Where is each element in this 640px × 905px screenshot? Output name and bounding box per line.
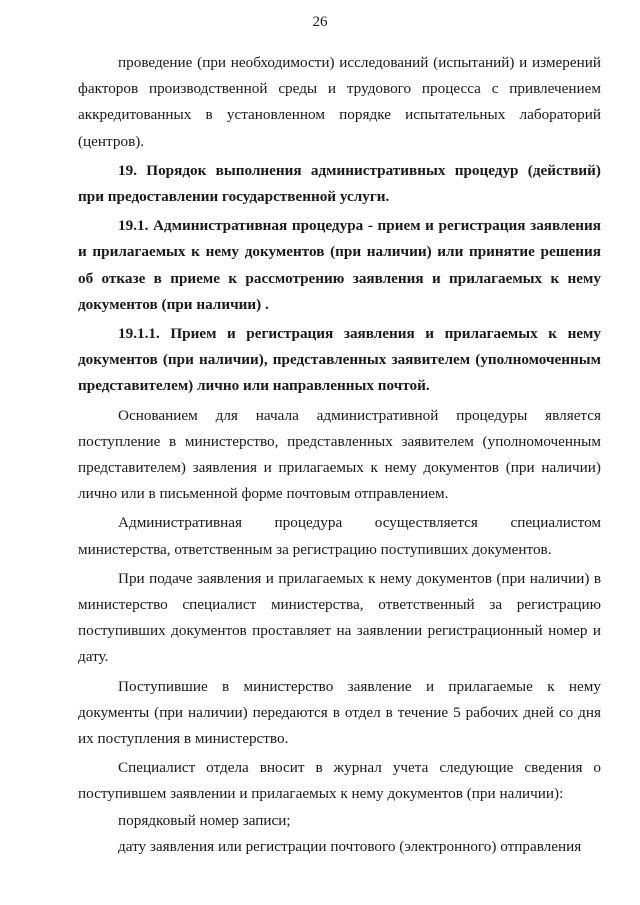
page-number: 26	[312, 14, 328, 30]
paragraph-procedure: Административная процедура осуществляется специалистом министерства, ответственным за регистрацию поступивших документов.	[78, 514, 601, 558]
document-body	[78, 50, 601, 860]
heading-section-19-1-1: 19.1.1. Прием и регистрация заявления и прилагаемых к нему документов (при наличии), представленных заявителем (уполномоченным представителем) лично или направленных почтой.	[78, 325, 601, 395]
heading-section-19-1: 19.1. Административная процедура - прием и регистрация заявления и прилагаемых к нему документов (при наличии) или принятие решения об отказе в приеме к рассмотрению заявления и прилагаемых к нему документов (при наличии) .	[78, 217, 601, 313]
paragraph-record-number: порядковый номер записи;	[118, 811, 291, 829]
paragraph-submission: При подаче заявления и прилагаемых к нему документов (при наличии) в министерство специалист министерства, ответственный за регистрацию поступивших документов проставляет на заявлении регистрационный номер и дату.	[78, 569, 601, 666]
paragraph-record-date: дату заявления или регистрации почтового (электронного) отправления	[118, 837, 582, 855]
paragraph-transfer: Поступившие в министерство заявление и прилагаемые к нему документы (при наличии) передаются в отдел в течение 5 рабочих дней со дня их поступления в министерство.	[78, 677, 601, 748]
paragraph-factors: проведение (при необходимости) исследований (испытаний) и измерений факторов производственной среды и трудового процесса с привлечением аккредитованных в установленном порядке испытательных лабораторий (центров).	[78, 54, 601, 150]
heading-section-19: 19. Порядок выполнения административных процедур (действий) при предоставлении государственной услуги.	[78, 161, 601, 206]
paragraph-journal: Специалист отдела вносит в журнал учета следующие сведения о поступившем заявлении и прилагаемых к нему документов (при наличии):	[78, 759, 601, 803]
paragraph-basis: Основанием для начала административной процедуры является поступление в министерство, представленных заявителем (уполномоченным представителем) заявления и прилагаемых к нему документов (при наличии) лично или в письменной форме почтовым отправлением.	[78, 406, 601, 503]
